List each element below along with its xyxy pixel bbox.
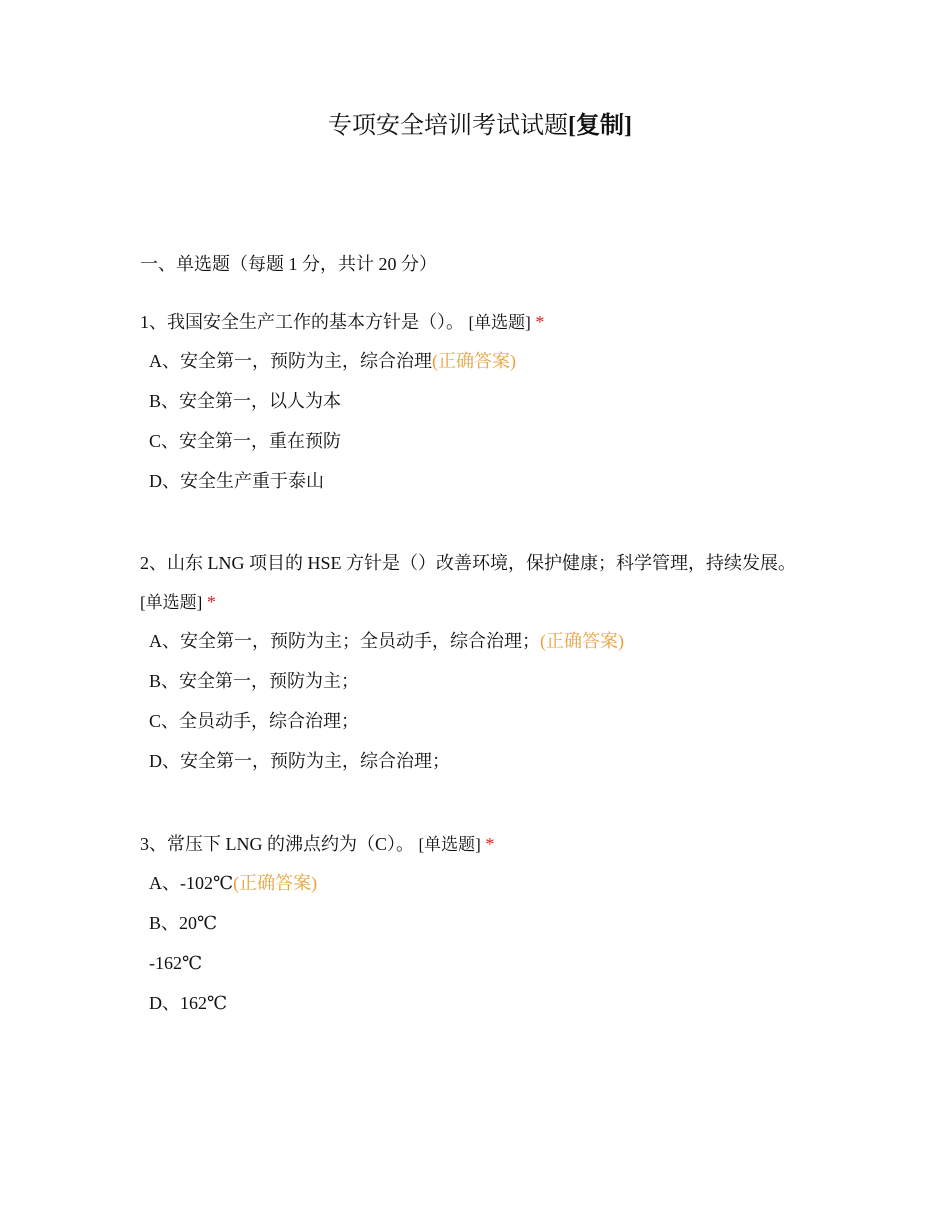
correct-answer-label: (正确答案) <box>233 873 318 893</box>
option-text: A、-102℃ <box>149 873 234 893</box>
question-type-tag: [单选题] <box>468 313 531 332</box>
question-stem <box>140 544 800 622</box>
option-text: B、20℃ <box>149 913 218 933</box>
question-2 <box>140 544 800 788</box>
option-c <box>140 428 800 468</box>
option-d <box>140 990 800 1030</box>
section-heading: 一、单选题（每题 1 分，共计 20 分） <box>140 254 437 274</box>
title-main: 专项安全培训考试试题 <box>328 113 568 139</box>
option-text: D、162℃ <box>149 993 228 1013</box>
required-mark: * <box>535 312 545 332</box>
option-c <box>140 708 800 748</box>
question-type-tag: [单选题] <box>140 593 203 612</box>
question-text: 2、山东 LNG 项目的 HSE 方针是（）改善环境，保护健康；科学管理，持续发展。 <box>140 553 796 573</box>
option-text: A、安全第一，预防为主，综合治理 <box>149 351 432 371</box>
option-text: C、全员动手，综合治理； <box>149 711 360 731</box>
correct-answer-label: (正确答案) <box>432 351 516 371</box>
option-text: D、安全生产重于泰山 <box>149 471 324 491</box>
page-title <box>0 109 950 143</box>
option-text: C、安全第一，重在预防 <box>149 431 342 451</box>
question-type-tag: [单选题] <box>418 835 481 854</box>
option-text: -162℃ <box>149 953 203 973</box>
option-list <box>140 628 800 788</box>
option-d <box>140 468 800 508</box>
option-c <box>140 950 800 990</box>
question-1 <box>140 303 800 508</box>
question-text: 1、我国安全生产工作的基本方针是（）。 <box>140 312 464 332</box>
option-b <box>140 388 800 428</box>
option-b <box>140 668 800 708</box>
option-text: D、安全第一，预防为主，综合治理； <box>149 751 450 771</box>
option-a <box>140 348 800 388</box>
option-list <box>140 870 800 1030</box>
correct-answer-label: (正确答案) <box>540 631 624 651</box>
option-b <box>140 910 800 950</box>
required-mark: * <box>206 592 216 612</box>
question-3 <box>140 825 800 1030</box>
option-d <box>140 748 800 788</box>
question-text: 3、常压下 LNG 的沸点约为（C）。 <box>140 834 414 854</box>
question-stem <box>140 303 800 342</box>
question-stem <box>140 825 800 864</box>
option-a <box>140 870 800 910</box>
title-copy-tag: [复制] <box>568 113 632 139</box>
required-mark: * <box>485 834 495 854</box>
option-a <box>140 628 800 668</box>
option-list <box>140 348 800 508</box>
option-text: A、安全第一，预防为主；全员动手，综合治理； <box>149 631 540 651</box>
option-text: B、安全第一，预防为主； <box>149 671 360 691</box>
option-text: B、安全第一，以人为本 <box>149 391 342 411</box>
